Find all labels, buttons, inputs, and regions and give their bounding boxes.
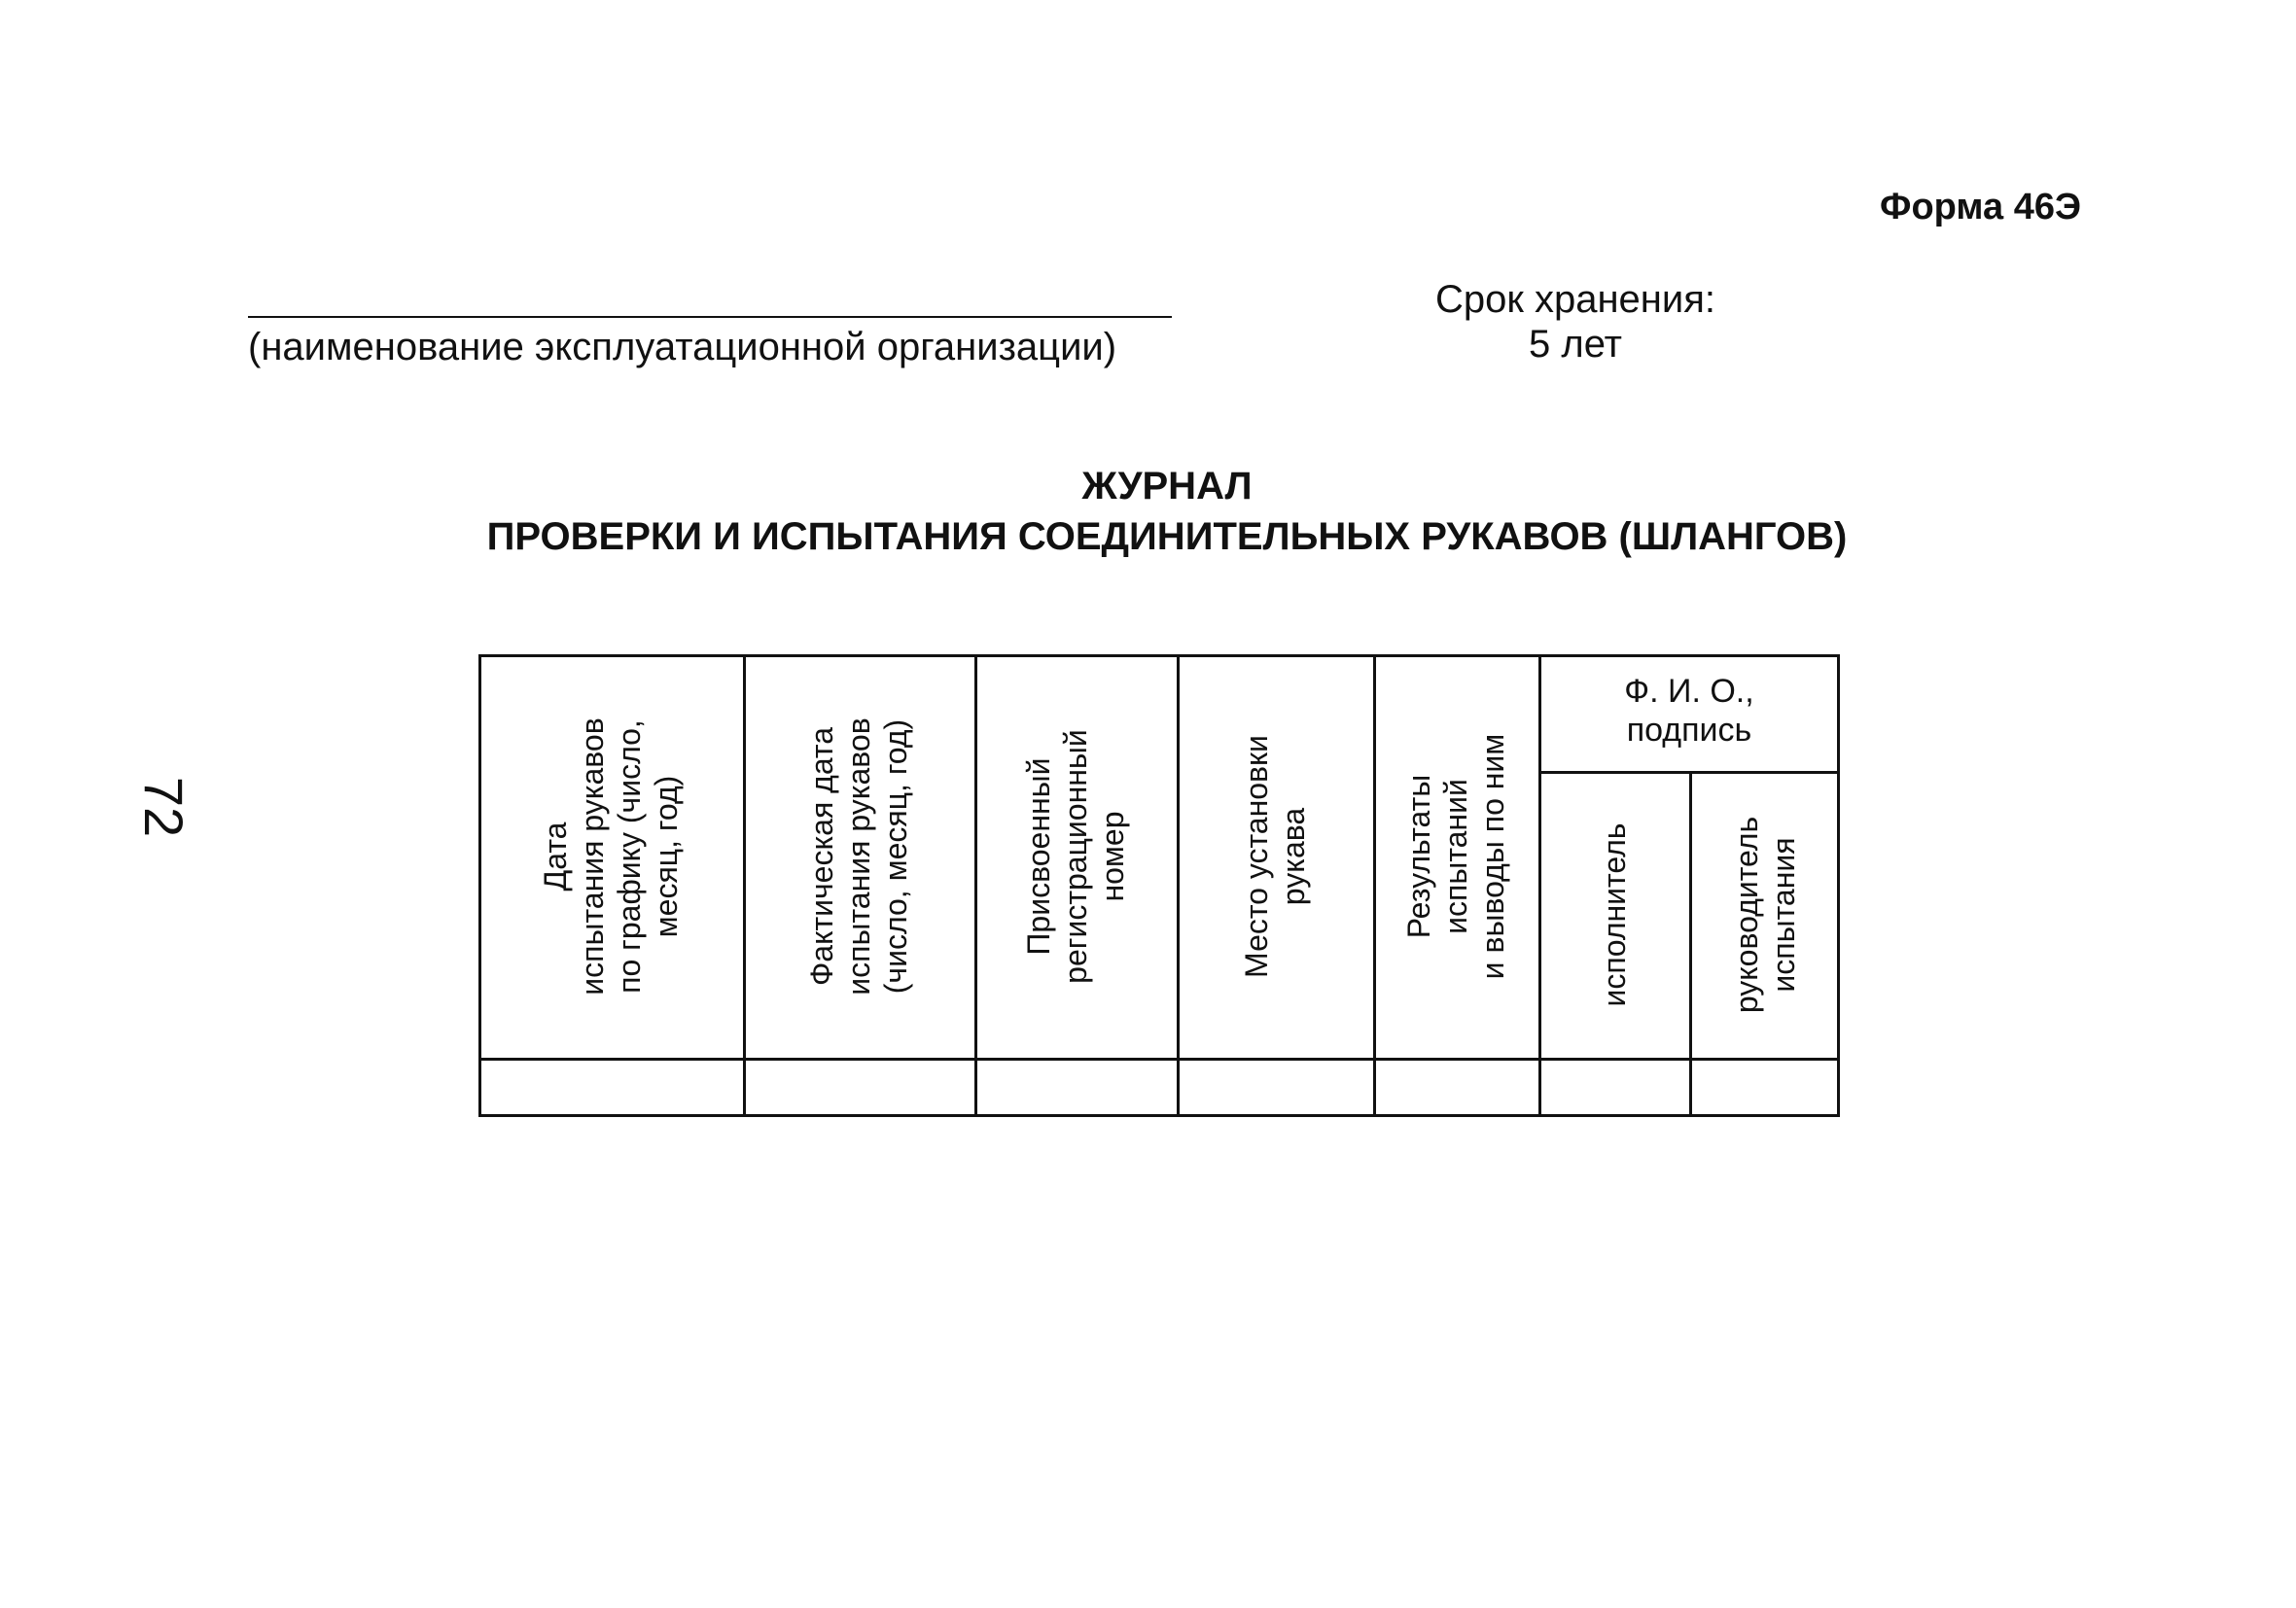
header-cell-reg-number [974,654,1177,1058]
header-cell-actual-date [743,654,974,1058]
header-reg-number: Присвоенный регистрационный номер [1021,728,1130,984]
header-cell-location [1177,654,1373,1058]
header-cell-planned-date [478,654,743,1058]
data-cell [743,1058,974,1117]
data-cell [478,1058,743,1117]
storage-period [1381,277,1770,367]
data-cell [1177,1058,1373,1117]
data-cell [1373,1058,1538,1117]
header-results: Результаты испытаний и выводы по ним [1401,733,1510,979]
header-cell-executor [1538,771,1689,1058]
page-number: 72 [133,776,194,838]
header-cell-test-manager [1689,771,1840,1058]
header-cell-results [1373,654,1538,1058]
header-actual-date: Фактическая дата испытания рукавов (число, месяц, год) [804,717,913,996]
header-planned-date: Дата испытания рукавов по графику (число, месяц, год) [538,717,684,996]
data-cell [1538,1058,1689,1117]
header-executor: исполнитель [1596,822,1632,1006]
header-fio-signature: Ф. И. О., подпись [1624,673,1754,749]
data-cell [1689,1058,1840,1117]
journal-title [370,461,1964,562]
storage-label: Срок хранения: [1434,278,1716,321]
header-test-manager: руководитель испытания [1728,816,1801,1013]
header-location: Место установки рукава [1239,734,1311,978]
form-number: Форма 46Э [1880,187,2081,227]
storage-value: 5 лет [1529,323,1622,366]
data-cell [974,1058,1177,1117]
journal-title-line1: ЖУРНАЛ [1081,465,1253,507]
organization-signature-line [248,316,1172,318]
organization-caption: (наименование эксплуатационной организации) [248,326,1117,368]
journal-table [478,654,1840,1117]
journal-title-line2: ПРОВЕРКИ И ИСПЫТАНИЯ СОЕДИНИТЕЛЬНЫХ РУКАВОВ (ШЛАНГОВ) [486,515,1848,558]
